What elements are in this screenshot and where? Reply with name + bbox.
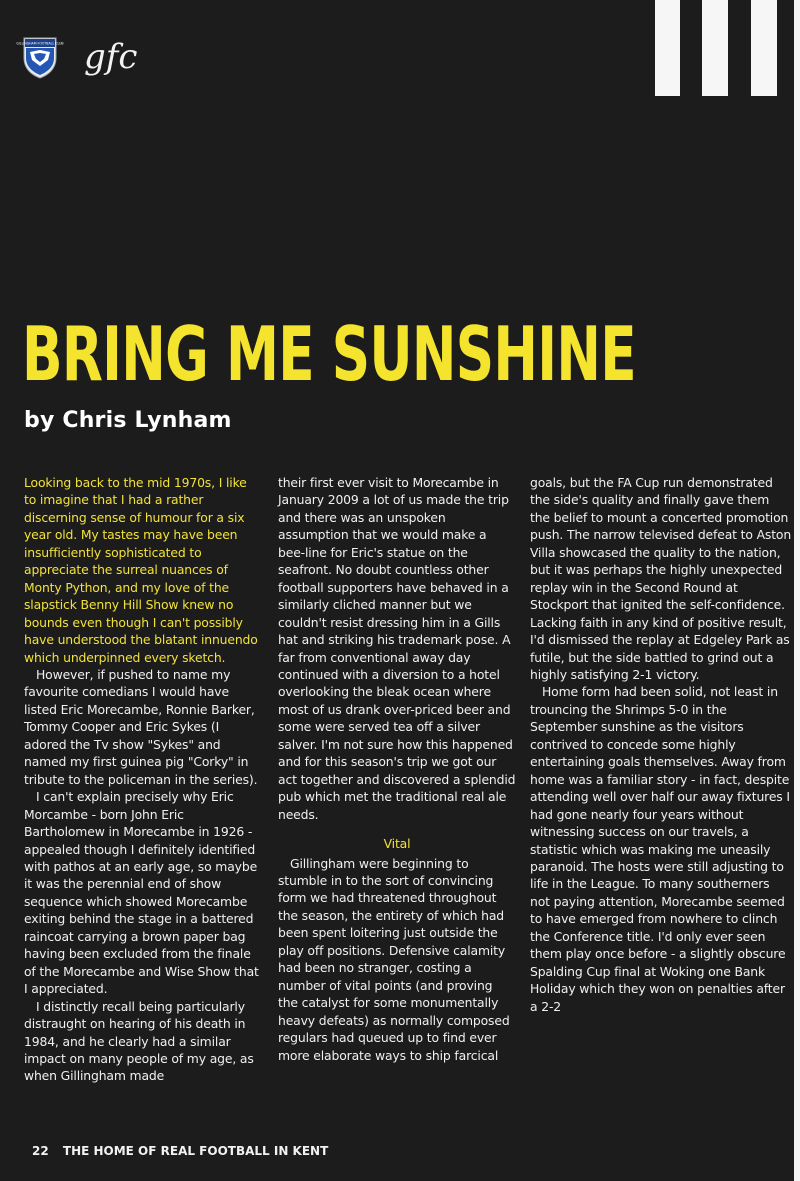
club-crest-icon [16,36,64,80]
stripe [702,0,728,96]
text-column-2 [278,474,516,1064]
body-paragraph: I distinctly recall being particularly distraught on hearing of his death in 1984, and he clearly had a similar impact on many people of my age, as when Gillingham made [24,998,254,1084]
page-edge [794,0,800,1181]
body-paragraph: their first ever visit to Morecambe in January 2009 a lot of us made the trip and there was an unspoken assumption that we would make a bee-line for Eric's statue on the seafront. No doubt countless other football supporters have behaved in a similarly cliched manner but we couldn't resist dressing him in a Gills hat and striking his trademark pose. A far from conventional away day continued with a diversion to a hotel overlooking the bleak ocean where most of us drank over-priced beer and some were served tea off a silver salver. I'm not sure how this happened and for this season's trip we got our act together and discovered a splendid pub which met the traditional real ale needs. [278,475,516,822]
text-column-3 [530,474,792,1015]
stripe-decoration [647,0,800,96]
article-byline: by Chris Lynham [24,408,232,433]
body-paragraph: Home form had been solid, not least in trouncing the Shrimps 5-0 in the September sunshine as the visitors contrived to concede some highly entertaining goals themselves. Away from home was a familiar story - in fact, despite attending well over half our away fixtures I had gone nearly four years without witnessing success on our travels, a statistic which was making me uneasily paranoid. The hosts were still adjusting to life in the League. To many southerners not paying attention, Morecambe seemed to have emerged from nowhere to clinch the Conference title. I'd only ever seen them play once before - a slightly obscure Spalding Cup final at Woking one Bank Holiday which they won on penalties after a 2-2 [530,684,790,1014]
stripe [751,0,777,96]
gfc-monogram-logo [82,34,162,80]
crest-text: GILLINGHAM FOOTBALL CLUB [16,41,64,46]
body-paragraph: I can't explain precisely why Eric Morcambe - born John Eric Bartholomew in Morecambe in 1926 - appealed though I definitely identified with pathos at an early age, so maybe it was the perennial end of show sequence which showed Morecambe exiting behind the stage in a battered raincoat carrying a brown paper bag having been excluded from the finale of the Morecambe and Wise Show that I appreciated. [24,789,259,997]
article-title: BRING ME SUNSHINE [22,310,636,398]
lead-paragraph: Looking back to the mid 1970s, I like to imagine that I had a rather discerning sense of humour for a six year old. My tastes may have been insufficiently sophisticated to appreciate the surreal nuances of Monty Python, and my love of the slapstick Benny Hill Show knew no bounds even though I can't possibly have understood the blatant innuendo which underpinned every sketch. [24,475,258,665]
subheading: Vital [383,836,411,852]
page-footer [32,1144,328,1158]
body-paragraph: goals, but the FA Cup run demonstrated the side's quality and finally gave them the belief to mount a concerted promotion push. The narrow televised defeat to Aston Villa showcased the quality to the nation, but it was perhaps the highly unexpected replay win in the Second Round at Stockport that ignited the self-confidence. Lacking faith in any kind of positive result, I'd dismissed the replay at Edgeley Park as futile, but the side battled to grind out a highly satisfying 2-1 victory. [530,475,792,682]
body-paragraph: Gillingham were beginning to stumble in to the sort of convincing form we had threatened throughout the season, the entirety of which had been spent loitering just outside the play off positions. Defensive calamity had been no stranger, costing a number of vital points (and proving the catalyst for some monumentally heavy defeats) as normally composed regulars had queued up to find ever more elaborate ways to ship farcical [278,855,510,1063]
stripe [655,0,680,96]
monogram-text: gfc [84,37,138,77]
text-column-1 [24,474,260,1085]
page-number: 22 [32,1144,49,1158]
body-paragraph: However, if pushed to name my favourite comedians I would have listed Eric Morecambe, Ronnie Barker, Tommy Cooper and Eric Sykes (I adored the Tv show "Sykes" and named my first guinea pig "Corky" in tribute to the policeman in the series). [24,666,258,787]
footer-tagline: THE HOME OF REAL FOOTBALL IN KENT [62,1144,329,1158]
